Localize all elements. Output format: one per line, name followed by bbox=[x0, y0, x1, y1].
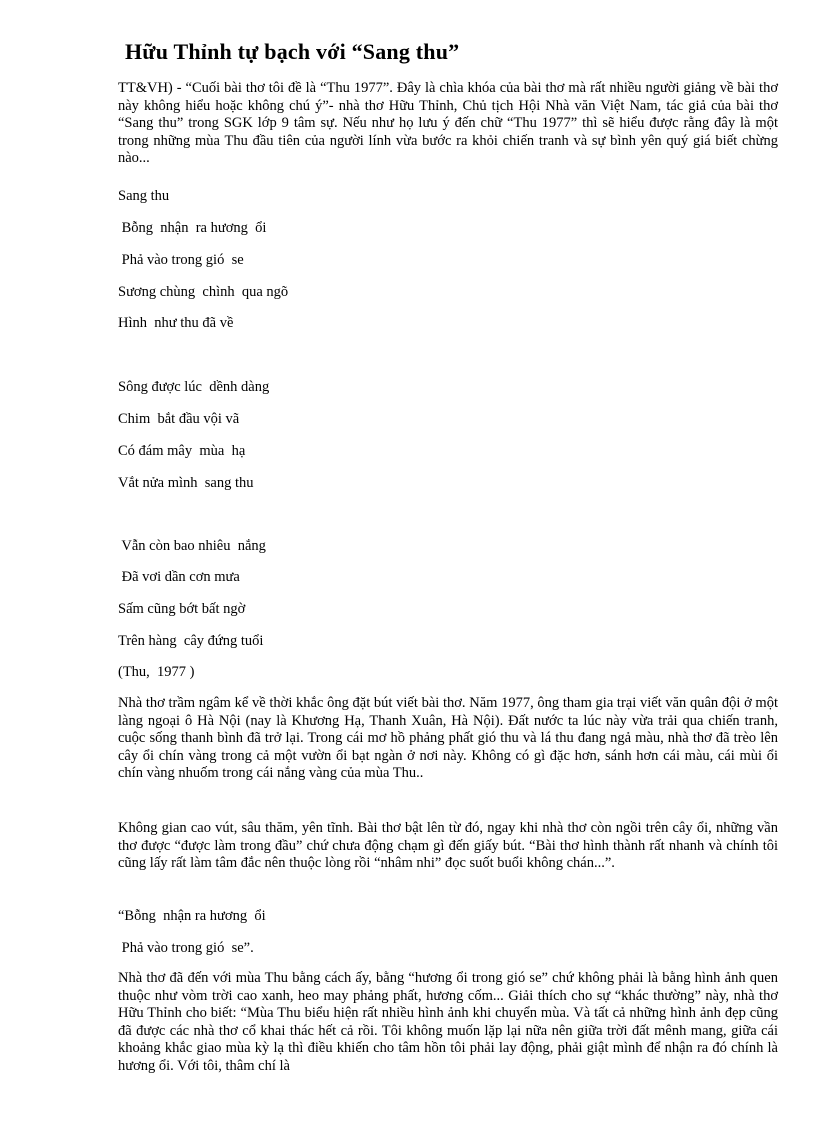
poem-date: (Thu, 1977 ) bbox=[118, 664, 195, 680]
poem-line: Đã vơi dần cơn mưa bbox=[118, 569, 240, 585]
poem-line: Vẫn còn bao nhiêu nắng bbox=[118, 538, 266, 554]
quote-line: “Bỗng nhận ra hương ổi bbox=[118, 908, 266, 924]
poem-line: Vắt nửa mình sang thu bbox=[118, 475, 254, 491]
intro-paragraph: TT&VH) - “Cuối bài thơ tôi đề là “Thu 1977”. Đây là chìa khóa của bài thơ mà rất nhiều người giảng về bài thơ này không hiểu hoặc không chú ý”- nhà thơ Hữu Thỉnh, Chủ tịch Hội Nhà văn Việt Nam, tác giả của bài thơ “Sang thu” trong SGK lớp 9 tâm sự. Nếu như họ lưu ý đến chữ “Thu 1977” thì sẽ hiểu được rằng đây là một trong những mùa Thu đầu tiên của người lính vừa bước ra khỏi chiến tranh và sự bình yên quý giá biết chừng nào... bbox=[118, 80, 778, 167]
poem-line: Phả vào trong gió se bbox=[118, 252, 244, 268]
poem-line: Sấm cũng bớt bất ngờ bbox=[118, 601, 246, 617]
poem-line: Sương chùng chình qua ngõ bbox=[118, 284, 289, 300]
poem-line: Hình như thu đã về bbox=[118, 315, 234, 331]
poem-line: Sông được lúc dềnh dàng bbox=[118, 379, 270, 395]
poem-line: Bỗng nhận ra hương ổi bbox=[118, 220, 267, 236]
body-paragraph-1: Nhà thơ trầm ngâm kể về thời khắc ông đặt bút viết bài thơ. Năm 1977, ông tham gia trại viết văn quân đội ở một làng ngoại ô Hà Nội (nay là Khương Hạ, Thanh Xuân, Hà Nội). Đất nước ta lúc này vừa trải qua chiến tranh, cuộc sống thanh bình đã trở lại. Trong cái mơ hồ phảng phất gió thu và lá thu đang ngả màu, nhà thơ đã trèo lên cây ổi chín vàng trong cả một vườn ổi bạt ngàn ở nơi này. Không có gì đặc hơn, sánh hơn cái màu, cái mùi ổi chín vàng nhuốm trong cái nắng vàng của mùa Thu.. bbox=[118, 695, 778, 782]
poem-line: Có đám mây mùa hạ bbox=[118, 443, 246, 459]
poem-line: Chim bắt đầu vội vã bbox=[118, 411, 240, 427]
body-paragraph-2: Không gian cao vút, sâu thăm, yên tĩnh. Bài thơ bật lên từ đó, ngay khi nhà thơ còn ngồi trên cây ổi, những vần thơ được “được làm trong đầu” chứ chưa động chạm gì đến giấy bút. “Bài thơ hình thành rất nhanh và chính tôi cũng lấy rất làm tâm đắc nên thuộc lòng rồi “nhâm nhi” đọc suốt buổi không chán...”. bbox=[118, 820, 778, 872]
quote-line: Phả vào trong gió se”. bbox=[118, 940, 254, 956]
poem-title: Sang thu bbox=[118, 188, 170, 204]
article-title: Hữu Thỉnh tự bạch với “Sang thu” bbox=[125, 39, 460, 64]
poem-line: Trên hàng cây đứng tuổi bbox=[118, 633, 264, 649]
body-paragraph-3: Nhà thơ đã đến với mùa Thu bằng cách ấy, bằng “hương ổi trong gió se” chứ không phải là bằng hình ảnh quen thuộc như vòm trời cao xanh, heo may phảng phất, hương cốm... Giải thích cho sự “khác thường” này, nhà thơ Hữu Thỉnh cho biết: “Mùa Thu biểu hiện rất nhiều hình ảnh khi chuyển mùa. Và tất cả những hình ảnh đẹp cũng đã được các nhà thơ cổ khai thác hết cả rồi. Tôi không muốn lặp lại nữa nên giữa trời đất mênh mang, giữa cái khoảng khắc giao mùa kỳ lạ thì điều khiến cho tâm hồn tôi phải lay động, phải giật mình để nhận ra đó chính là hương ổi. Với tôi, thâm chí là bbox=[118, 970, 778, 1074]
